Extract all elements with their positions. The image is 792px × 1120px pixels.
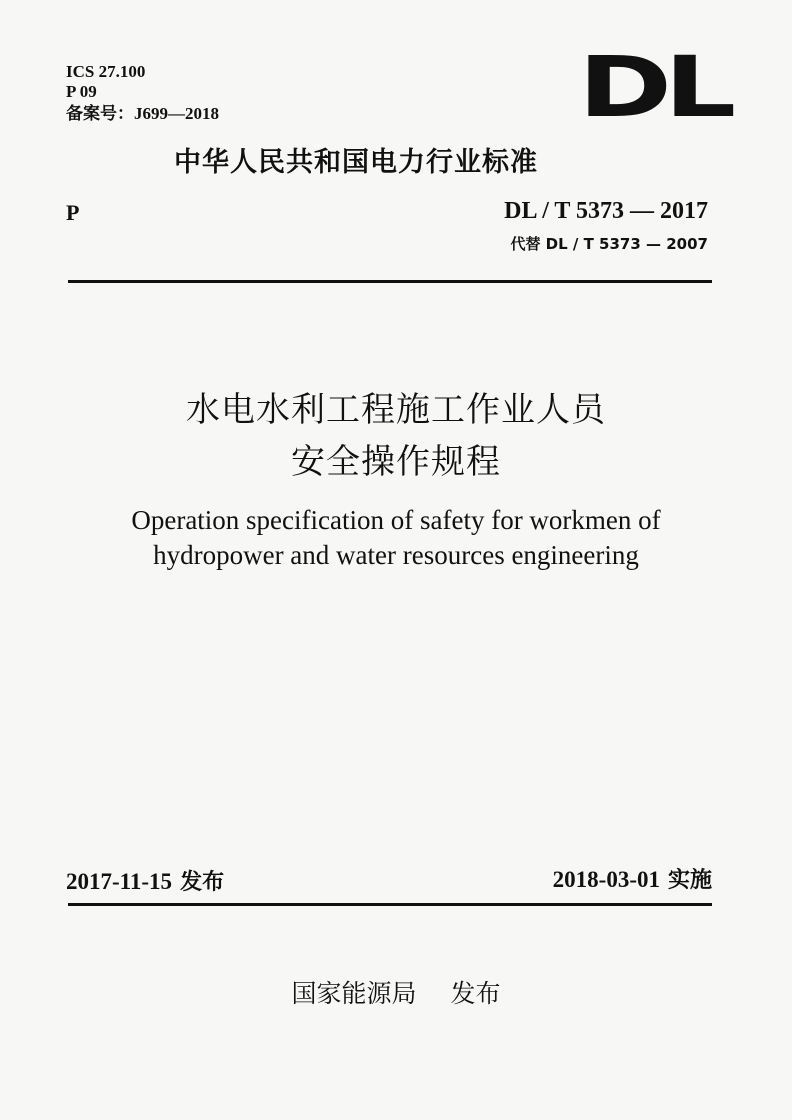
ccs-code: P 09 [66,82,97,101]
title-cn-line1: 水电水利工程施工作业人员 [186,390,606,430]
title-cn-line2: 安全操作规程 [291,442,501,482]
record-number: 备案号：J699—2018 [66,104,219,123]
effective-label: 实施 [667,868,712,893]
effective-date: 2018-03-01 [552,867,660,892]
dl-logo: DL [578,38,729,136]
issue-label: 发布 [180,870,225,895]
class-letter: P [66,200,80,225]
issuer-action: 发布 [450,979,501,1008]
title-en-line1: Operation specification of safety for workmen of [131,505,661,535]
issue-date-block [66,868,224,897]
issue-date: 2017-11-15 [66,869,173,894]
footer-divider [68,903,712,906]
standard-number: DL / T 5373 — 2017 [504,198,708,224]
header-divider [68,280,712,283]
title-en-line2: hydropower and water resources engineering [153,540,639,570]
replaces-standard: 代替 DL / T 5373 — 2007 [510,235,708,253]
standard-category: 中华人民共和国电力行业标准 [174,147,538,178]
effective-date-block [553,866,712,895]
ics-code: ICS 27.100 [66,62,146,81]
issuer-name: 国家能源局 [291,979,417,1008]
issuer-block [0,978,792,1010]
